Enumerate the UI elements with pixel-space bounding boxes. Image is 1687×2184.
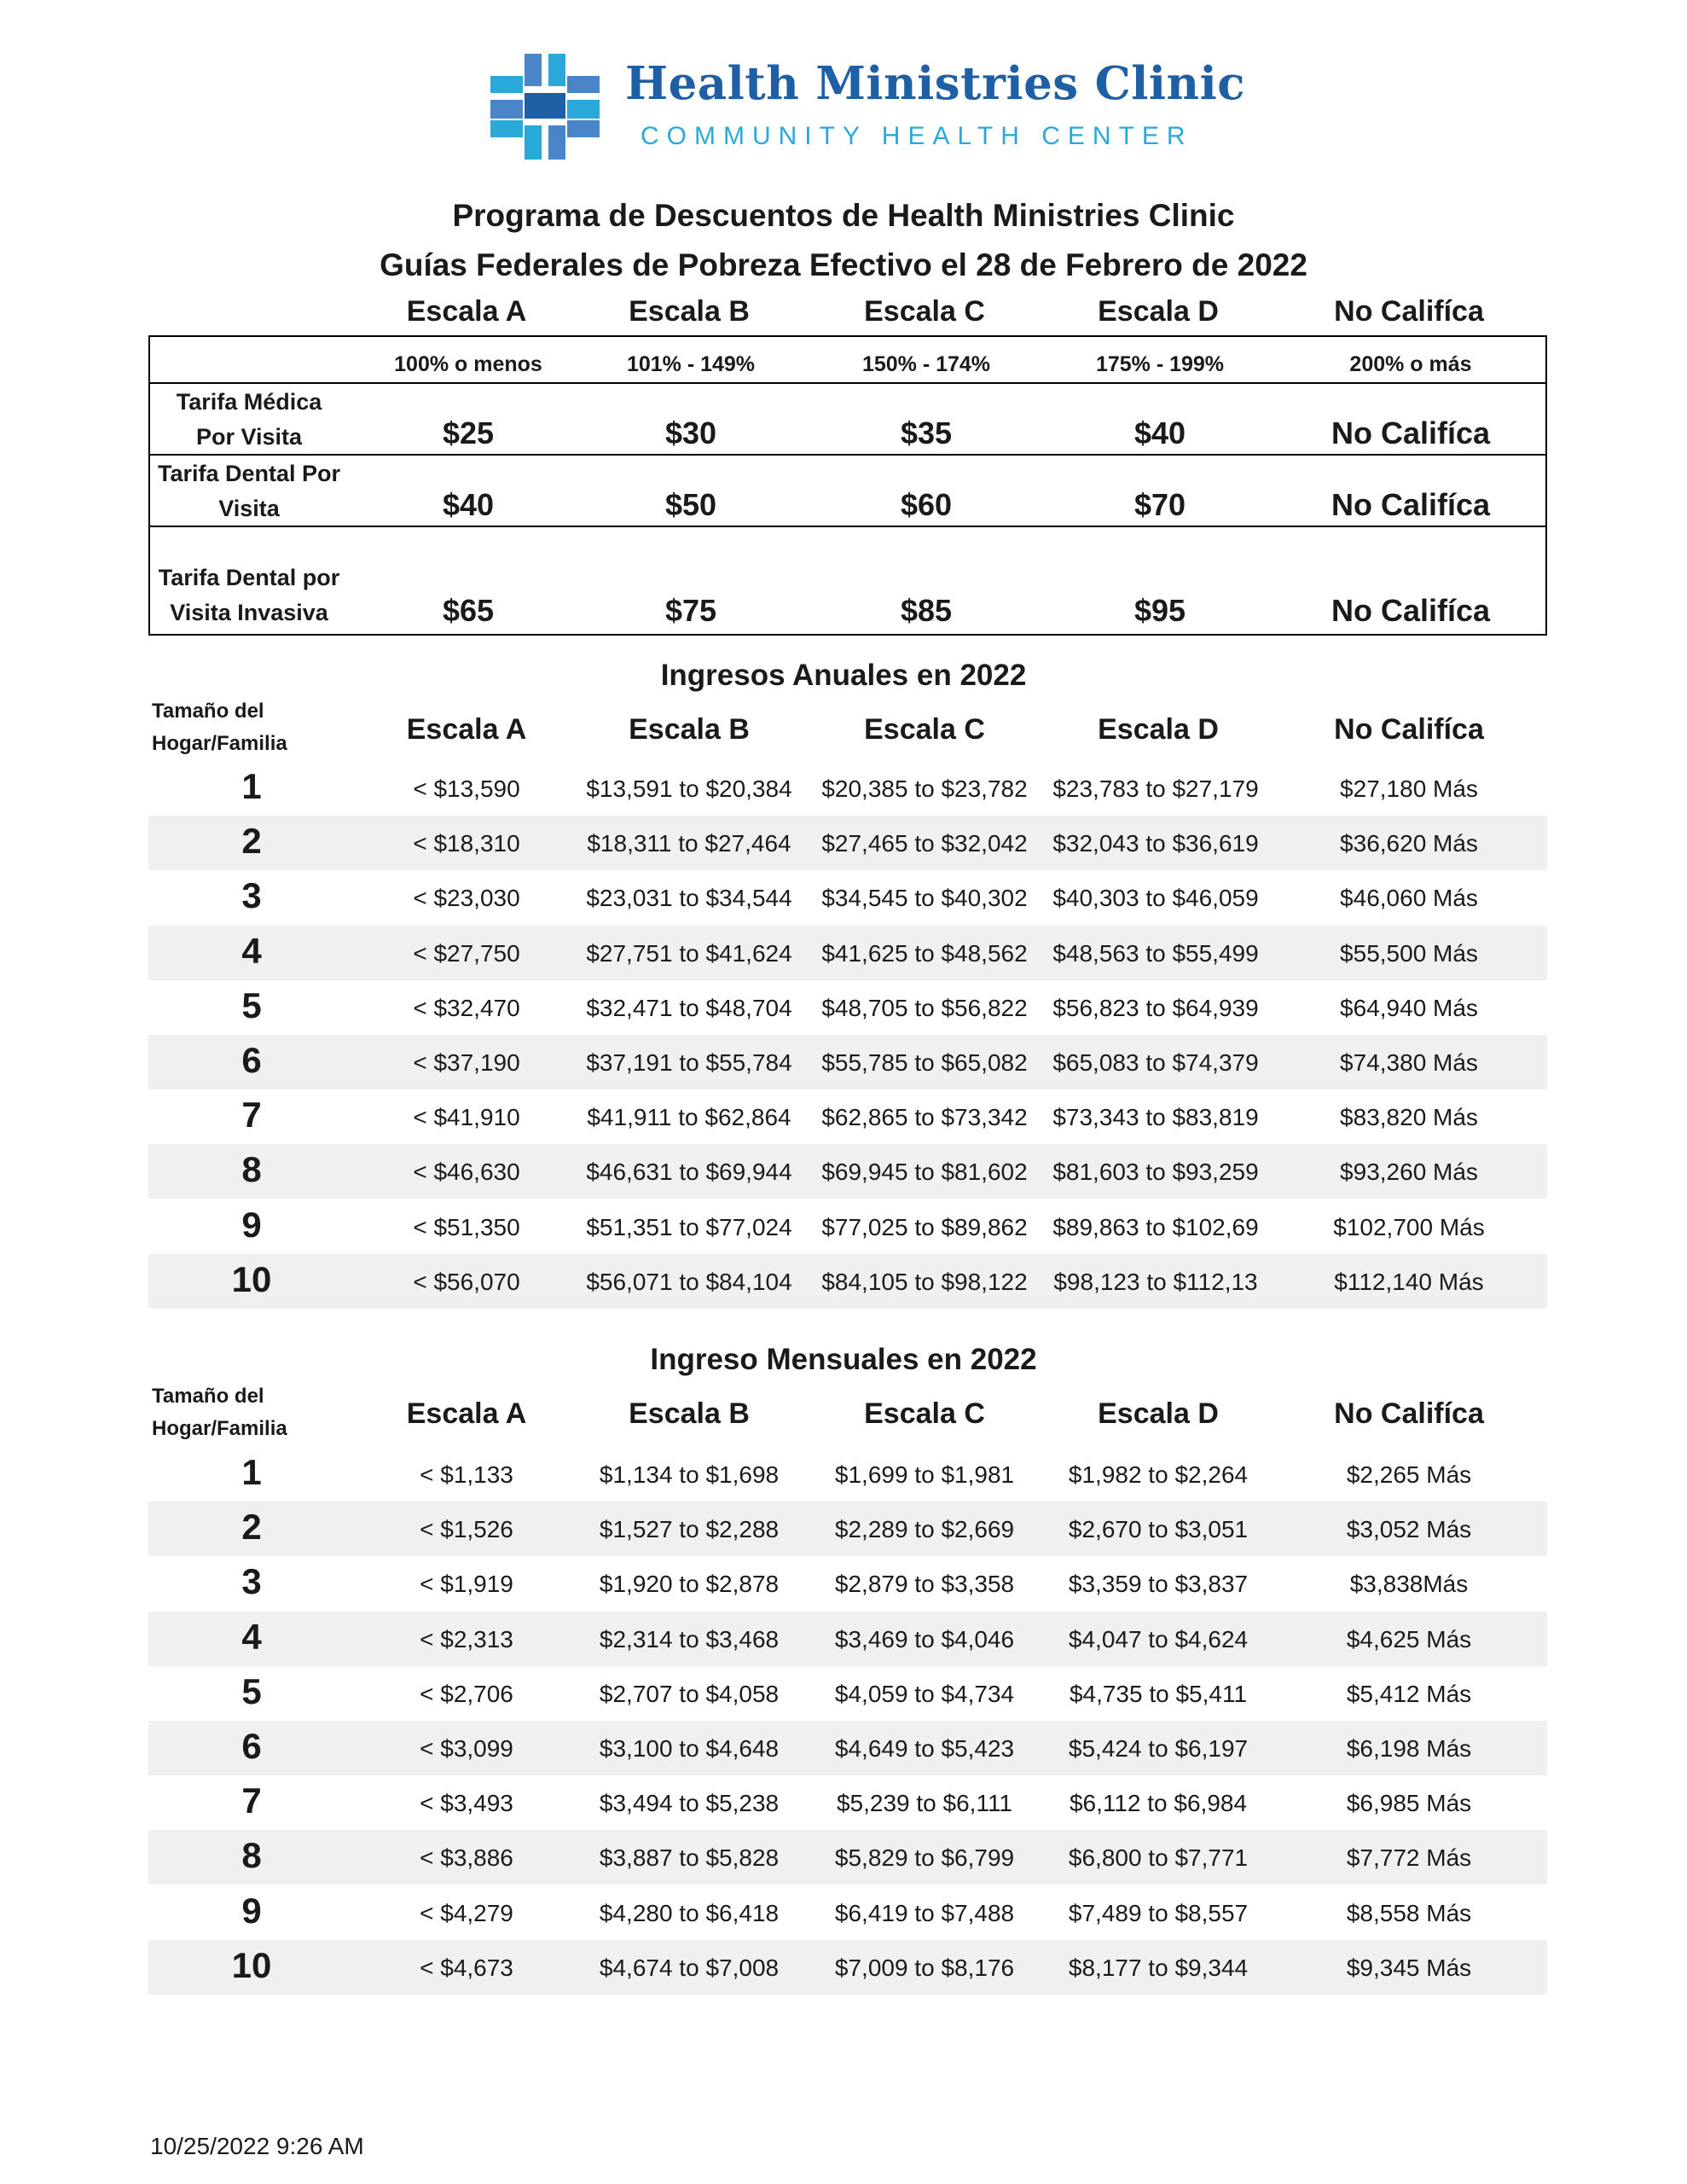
income-cell: $62,865 to $73,342 xyxy=(821,1104,1028,1131)
fee-value: $85 xyxy=(900,593,953,628)
medical-cross-icon xyxy=(490,54,600,160)
fee-value: $40 xyxy=(1133,415,1186,450)
income-cell: $32,471 to $48,704 xyxy=(586,994,792,1021)
income-cell: < $23,030 xyxy=(413,885,520,912)
income-cell: $55,785 to $65,082 xyxy=(821,1049,1028,1076)
fee-value: $65 xyxy=(442,593,495,628)
income-cell: $55,500 Más xyxy=(1340,939,1478,967)
income-cell: < $3,493 xyxy=(420,1790,513,1817)
income-cell: < $1,919 xyxy=(420,1571,513,1598)
income-cell: $3,052 Más xyxy=(1346,1516,1472,1543)
income-cell: $1,982 to $2,264 xyxy=(1068,1461,1249,1488)
income-cell: < $37,190 xyxy=(413,1049,520,1076)
income-cell: < $2,313 xyxy=(420,1625,513,1653)
income-cell: $6,800 to $7,771 xyxy=(1068,1844,1249,1872)
household-size: 2 xyxy=(241,1507,262,1548)
income-cell: $1,134 to $1,698 xyxy=(599,1461,780,1488)
income-cell: $2,289 to $2,669 xyxy=(834,1516,1015,1543)
logo-title: Health Ministries Clinic xyxy=(625,57,1245,110)
income-cell: $27,465 to $32,042 xyxy=(821,830,1028,857)
income-cell: < $3,886 xyxy=(420,1844,513,1872)
fee-header-escala-d: Escala D xyxy=(1098,295,1219,328)
income-cell: $5,829 to $6,799 xyxy=(834,1844,1015,1872)
income-cell: $27,180 Más xyxy=(1340,775,1478,802)
household-size: 3 xyxy=(241,875,262,916)
income-cell: $3,887 to $5,828 xyxy=(599,1844,780,1872)
logo-subtitle: COMMUNITY HEALTH CENTER xyxy=(641,122,1193,150)
income-cell: $4,735 to $5,411 xyxy=(1069,1680,1248,1707)
household-size: 1 xyxy=(241,1452,262,1492)
print-timestamp: 10/25/2022 9:26 AM xyxy=(150,2133,364,2159)
household-label-line: Hogar/Familia xyxy=(152,732,287,755)
annual-header-escala-b: Escala B xyxy=(629,713,750,746)
income-cell: $84,105 to $98,122 xyxy=(821,1268,1028,1295)
income-cell: $23,031 to $34,544 xyxy=(586,885,792,912)
income-cell: $98,123 to $112,13 xyxy=(1053,1268,1258,1295)
income-cell: $3,359 to $3,837 xyxy=(1068,1571,1249,1598)
income-cell: $102,700 Más xyxy=(1333,1213,1485,1240)
income-cell: $73,343 to $83,819 xyxy=(1052,1104,1259,1131)
fee-value: $35 xyxy=(900,415,953,450)
income-cell: $2,670 to $3,051 xyxy=(1068,1516,1249,1543)
fee-value: $50 xyxy=(664,487,717,522)
fee-value: $95 xyxy=(1133,593,1186,628)
household-size: 4 xyxy=(241,1616,262,1657)
income-cell: $3,494 to $5,238 xyxy=(599,1790,780,1817)
income-cell: $4,674 to $7,008 xyxy=(599,1954,780,1981)
income-cell: $5,239 to $6,111 xyxy=(836,1790,1013,1817)
household-size: 8 xyxy=(241,1835,262,1876)
income-cell: $40,303 to $46,059 xyxy=(1052,885,1259,912)
income-cell: $93,260 Más xyxy=(1340,1159,1478,1186)
income-cell: $56,823 to $64,939 xyxy=(1052,994,1259,1021)
monthly-header-escala-b: Escala B xyxy=(629,1397,750,1430)
household-size: 3 xyxy=(241,1561,262,1602)
fee-row-label-line: Por Visita xyxy=(195,424,303,450)
household-size: 9 xyxy=(241,1890,262,1931)
household-size: 2 xyxy=(241,821,262,862)
income-cell: $5,412 Más xyxy=(1346,1680,1472,1707)
income-cell: < $4,279 xyxy=(420,1899,513,1926)
income-cell: $48,705 to $56,822 xyxy=(821,994,1028,1021)
income-cell: < $46,630 xyxy=(413,1159,520,1186)
income-cell: $18,311 to $27,464 xyxy=(587,830,791,857)
income-cell: $4,059 to $4,734 xyxy=(834,1680,1015,1707)
income-cell: $37,191 to $55,784 xyxy=(586,1049,792,1076)
income-cell: $8,558 Más xyxy=(1346,1899,1472,1926)
household-size: 6 xyxy=(241,1726,262,1766)
pct-no-califica: 200% o más xyxy=(1349,352,1472,376)
fee-table xyxy=(148,335,1547,636)
fee-row-label xyxy=(138,561,360,630)
fee-value: $25 xyxy=(442,415,495,450)
income-cell: $56,071 to $84,104 xyxy=(586,1268,792,1295)
monthly-header-escala-d: Escala D xyxy=(1098,1397,1219,1430)
fee-row-label-line: Tarifa Dental Por xyxy=(157,461,341,486)
income-cell: $89,863 to $102,69 xyxy=(1052,1213,1259,1240)
income-cell: $112,140 Más xyxy=(1334,1268,1484,1295)
income-cell: < $41,910 xyxy=(413,1104,520,1131)
page-title: Programa de Descuentos de Health Ministries Clinic xyxy=(452,198,1235,233)
household-size: 7 xyxy=(241,1780,262,1821)
household-size: 10 xyxy=(231,1944,272,1985)
income-cell: $3,469 to $4,046 xyxy=(834,1625,1015,1653)
income-cell: $2,879 to $3,358 xyxy=(834,1571,1015,1598)
income-cell: $36,620 Más xyxy=(1340,830,1478,857)
income-cell: $74,380 Más xyxy=(1340,1049,1478,1076)
page-subtitle: Guías Federales de Pobreza Efectivo el 28 de Febrero de 2022 xyxy=(380,247,1307,282)
income-cell: < $56,070 xyxy=(413,1268,520,1295)
fee-row-label-line: Visita xyxy=(218,496,280,521)
fee-header-escala-a: Escala A xyxy=(406,295,527,328)
income-cell: $27,751 to $41,624 xyxy=(586,939,792,967)
income-cell: $69,945 to $81,602 xyxy=(821,1159,1028,1186)
income-cell: $2,314 to $3,468 xyxy=(599,1625,780,1653)
income-cell: $9,345 Más xyxy=(1346,1954,1472,1981)
household-size: 10 xyxy=(231,1258,272,1299)
income-cell: $7,772 Más xyxy=(1346,1844,1472,1872)
household-size: 6 xyxy=(241,1040,262,1080)
income-cell: < $51,350 xyxy=(413,1213,520,1240)
income-cell: < $1,133 xyxy=(420,1461,513,1488)
household-label-line: Hogar/Familia xyxy=(152,1417,287,1440)
pct-escala-a: 100% o menos xyxy=(394,352,542,376)
monthly-header-no-califica: No Califíca xyxy=(1334,1397,1484,1430)
income-cell: < $1,526 xyxy=(420,1516,513,1543)
fee-value: No Califíca xyxy=(1330,487,1491,522)
clinic-logo xyxy=(490,54,1245,163)
fee-divider xyxy=(150,382,1545,384)
income-cell: $4,625 Más xyxy=(1346,1625,1472,1653)
household-size: 8 xyxy=(241,1149,262,1190)
income-cell: $32,043 to $36,619 xyxy=(1052,830,1259,857)
annual-section-title: Ingresos Anuales en 2022 xyxy=(660,659,1027,692)
income-cell: $1,920 to $2,878 xyxy=(599,1571,780,1598)
annual-household-label xyxy=(152,695,287,760)
pct-escala-b: 101% - 149% xyxy=(626,352,756,376)
income-cell: $3,100 to $4,648 xyxy=(599,1735,780,1762)
income-cell: $65,083 to $74,379 xyxy=(1052,1049,1259,1076)
income-cell: $46,060 Más xyxy=(1340,885,1478,912)
income-cell: $83,820 Más xyxy=(1340,1104,1478,1131)
income-cell: $1,699 to $1,981 xyxy=(834,1461,1015,1488)
fee-row-label-line: Visita Invasiva xyxy=(170,600,328,625)
income-cell: $48,563 to $55,499 xyxy=(1052,939,1259,967)
household-label-line: Tamaño del xyxy=(152,1385,264,1408)
household-size: 5 xyxy=(241,1670,262,1711)
fee-row-label-line: Tarifa Dental por xyxy=(158,565,340,590)
fee-value: $60 xyxy=(900,487,953,522)
income-cell: $13,591 to $20,384 xyxy=(586,775,792,802)
income-cell: $77,025 to $89,862 xyxy=(821,1213,1028,1240)
income-cell: $81,603 to $93,259 xyxy=(1052,1159,1259,1186)
annual-header-escala-a: Escala A xyxy=(406,713,527,746)
income-cell: $6,112 to $6,984 xyxy=(1069,1790,1248,1817)
income-cell: $64,940 Más xyxy=(1340,994,1478,1021)
income-cell: $7,489 to $8,557 xyxy=(1068,1899,1249,1926)
income-cell: $2,707 to $4,058 xyxy=(599,1680,780,1707)
fee-value: $40 xyxy=(442,487,495,522)
income-cell: $5,424 to $6,197 xyxy=(1068,1735,1249,1762)
income-cell: < $13,590 xyxy=(413,775,520,802)
annual-header-escala-d: Escala D xyxy=(1098,713,1219,746)
annual-header-no-califica: No Califíca xyxy=(1334,713,1484,746)
income-cell: < $27,750 xyxy=(413,939,520,967)
income-cell: $8,177 to $9,344 xyxy=(1068,1954,1249,1981)
household-size: 5 xyxy=(241,985,262,1025)
income-cell: $1,527 to $2,288 xyxy=(599,1516,780,1543)
income-cell: < $4,673 xyxy=(420,1954,513,1981)
fee-header-escala-b: Escala B xyxy=(629,295,750,328)
fee-value: No Califíca xyxy=(1330,593,1491,628)
annual-header-escala-c: Escala C xyxy=(864,713,985,746)
income-cell: $7,009 to $8,176 xyxy=(834,1954,1015,1981)
income-cell: $4,649 to $5,423 xyxy=(834,1735,1015,1762)
household-size: 7 xyxy=(241,1095,262,1136)
fee-value: $30 xyxy=(664,415,717,450)
income-cell: < $32,470 xyxy=(413,994,520,1021)
household-size: 4 xyxy=(241,930,262,971)
fee-row-label xyxy=(138,385,360,455)
monthly-header-escala-a: Escala A xyxy=(406,1397,527,1430)
income-cell: $41,625 to $48,562 xyxy=(821,939,1028,967)
income-cell: $4,047 to $4,624 xyxy=(1068,1625,1249,1653)
monthly-header-escala-c: Escala C xyxy=(864,1397,985,1430)
monthly-household-label xyxy=(152,1380,287,1445)
income-cell: $46,631 to $69,944 xyxy=(586,1159,792,1186)
fee-value: $70 xyxy=(1133,487,1186,522)
fee-row-label-line: Tarifa Médica xyxy=(176,389,322,415)
household-size: 1 xyxy=(241,766,262,806)
income-cell: $2,265 Más xyxy=(1346,1461,1472,1488)
household-size: 9 xyxy=(241,1204,262,1245)
fee-header-no-califica: No Califíca xyxy=(1334,295,1484,328)
income-cell: $41,911 to $62,864 xyxy=(587,1104,791,1131)
monthly-section-title: Ingreso Mensuales en 2022 xyxy=(650,1343,1037,1376)
income-cell: $34,545 to $40,302 xyxy=(821,885,1028,912)
income-cell: $3,838Más xyxy=(1349,1571,1469,1598)
income-cell: $6,985 Más xyxy=(1346,1790,1472,1817)
fee-value: No Califíca xyxy=(1330,415,1491,450)
income-cell: $6,198 Más xyxy=(1346,1735,1472,1762)
income-cell: < $18,310 xyxy=(413,830,520,857)
income-cell: $4,280 to $6,418 xyxy=(599,1899,780,1926)
income-cell: $20,385 to $23,782 xyxy=(821,775,1028,802)
pct-escala-c: 150% - 174% xyxy=(861,352,991,376)
income-cell: $23,783 to $27,179 xyxy=(1052,775,1259,802)
household-label-line: Tamaño del xyxy=(152,700,264,723)
income-cell: $6,419 to $7,488 xyxy=(834,1899,1015,1926)
income-cell: < $2,706 xyxy=(420,1680,513,1707)
fee-header-escala-c: Escala C xyxy=(864,295,985,328)
pct-escala-d: 175% - 199% xyxy=(1095,352,1225,376)
income-cell: $51,351 to $77,024 xyxy=(586,1213,792,1240)
income-cell: < $3,099 xyxy=(420,1735,513,1762)
fee-value: $75 xyxy=(664,593,717,628)
fee-row-label xyxy=(138,456,360,526)
